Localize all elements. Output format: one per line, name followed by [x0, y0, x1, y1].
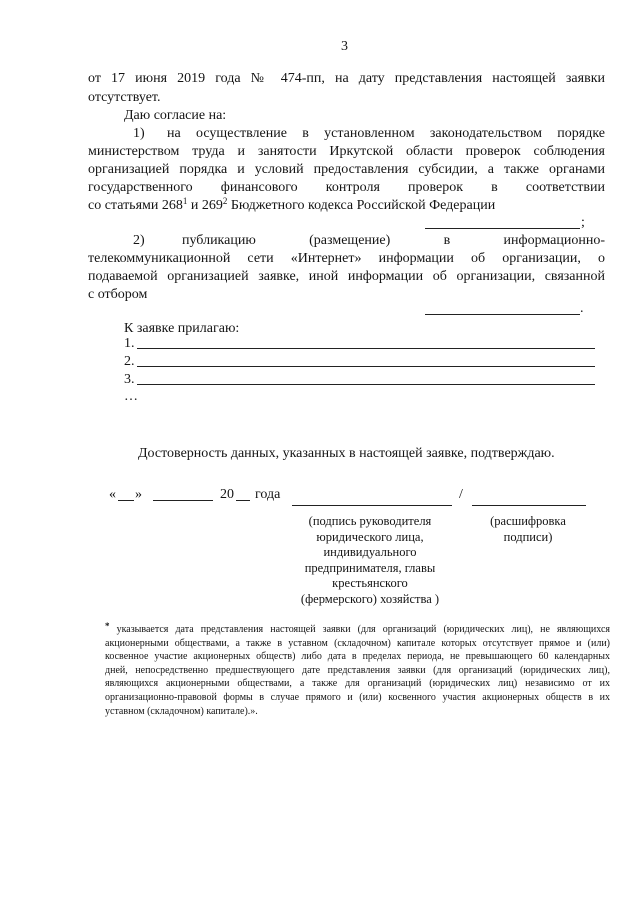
footnote-line-7: уставном (складочном) капитале).».: [105, 705, 258, 717]
signature-caption: (подпись руководителя юридического лица, индивидуального предпринимателя, главы крестьянского (фермерского) хозяйства ): [300, 514, 440, 606]
date-year-suffix: года: [255, 487, 281, 502]
consent-item-2-number: 2): [133, 233, 145, 248]
footnote-marker: *: [105, 621, 110, 631]
attachment-number-1: 1.: [124, 336, 135, 351]
footnote-line-1: * указывается дата представления настоящей заявки (для организаций (юридических лиц), не являющихся: [105, 621, 611, 635]
consent-item-1-line-5: [88, 197, 495, 215]
consent-item-1-line-3: организацией порядка и условий предоставления субсидии, а также органами: [88, 162, 605, 177]
footnote-line-3: косвенное участие акционерных обществ) либо дата в пределах периода, не превышающего 60 календарных: [105, 651, 610, 663]
confirmation-statement: Достоверность данных, указанных в настоящей заявке, подтверждаю.: [138, 446, 555, 461]
decoding-caption: (расшифровка подписи): [490, 514, 566, 544]
attachment-line-3[interactable]: [137, 384, 595, 385]
date-open-quote: «: [109, 487, 116, 502]
footnote-line-2: акционерными обществами, а также в уставном (складочном) капитале которых отсутствует прямое и (или): [105, 637, 610, 649]
footnote-line-4: дней, непосредственно предшествующего дате представления заявки (для организаций (юридических лиц),: [105, 664, 610, 676]
date-month-blank[interactable]: [153, 500, 213, 501]
date-close-quote: »: [135, 487, 142, 502]
attachment-number-3: 3.: [124, 372, 135, 387]
consent-1-signature-line[interactable]: [425, 228, 580, 229]
consent-2-end-mark: .: [580, 301, 584, 316]
attachment-ellipsis: …: [124, 389, 138, 404]
consent-item-2-line-4: с отбором: [88, 287, 148, 302]
superscript-2: 2: [222, 196, 228, 206]
footnote-line-6: организационно-правовой формы в случае прямого и (или) косвенного участия акционерных обществ в их: [105, 691, 610, 703]
page-number: 3: [341, 39, 348, 54]
attachment-line-1[interactable]: [137, 348, 595, 349]
attachments-heading: К заявке прилагаю:: [124, 321, 240, 336]
date-year-prefix: 20: [220, 487, 234, 502]
consent-item-1-line-4: государственного финансового контроля проверок в соответствии: [88, 180, 605, 195]
consent-2-signature-line[interactable]: [425, 314, 580, 315]
consent-heading: Даю согласие на:: [124, 108, 227, 123]
consent-item-1-number: 1): [133, 126, 145, 141]
statute-text-c: Бюджетного кодекса Российской Федерации: [227, 198, 496, 213]
consent-item-1-line-1: на осуществление в установленном законодательством порядке: [167, 126, 605, 141]
consent-item-1-line-2: министерством труда и занятости Иркутской области проверок соблюдения: [88, 144, 605, 159]
date-year-blank[interactable]: [236, 500, 250, 501]
intro-line-2: отсутствует.: [88, 90, 161, 105]
statute-text-a: со статьями 268: [88, 198, 183, 213]
superscript-1: 1: [182, 196, 188, 206]
attachment-number-2: 2.: [124, 354, 135, 369]
consent-item-2-line-1: публикацию (размещение) в информационно-: [182, 233, 605, 248]
consent-item-2-line-3: подаваемой организацией заявке, иной информации об организации, связанной: [88, 269, 605, 284]
attachment-line-2[interactable]: [137, 366, 595, 367]
signature-separator: /: [459, 487, 463, 502]
signature-line[interactable]: [292, 505, 452, 506]
footnote: [105, 620, 610, 718]
consent-1-end-mark: ;: [581, 215, 585, 230]
statute-text-b: и 269: [187, 198, 223, 213]
footnote-line-5: являющихся акционерными обществами, а также для организаций (юридических лиц) независимо от их: [105, 678, 610, 690]
consent-item-2-line-2: телекоммуникационной сети «Интернет» информации об организации, о: [88, 251, 605, 266]
date-day-blank[interactable]: [118, 500, 134, 501]
intro-line-1: от 17 июня 2019 года № 474-пп, на дату представления настоящей заявки: [88, 71, 605, 86]
decoding-line[interactable]: [472, 505, 586, 506]
